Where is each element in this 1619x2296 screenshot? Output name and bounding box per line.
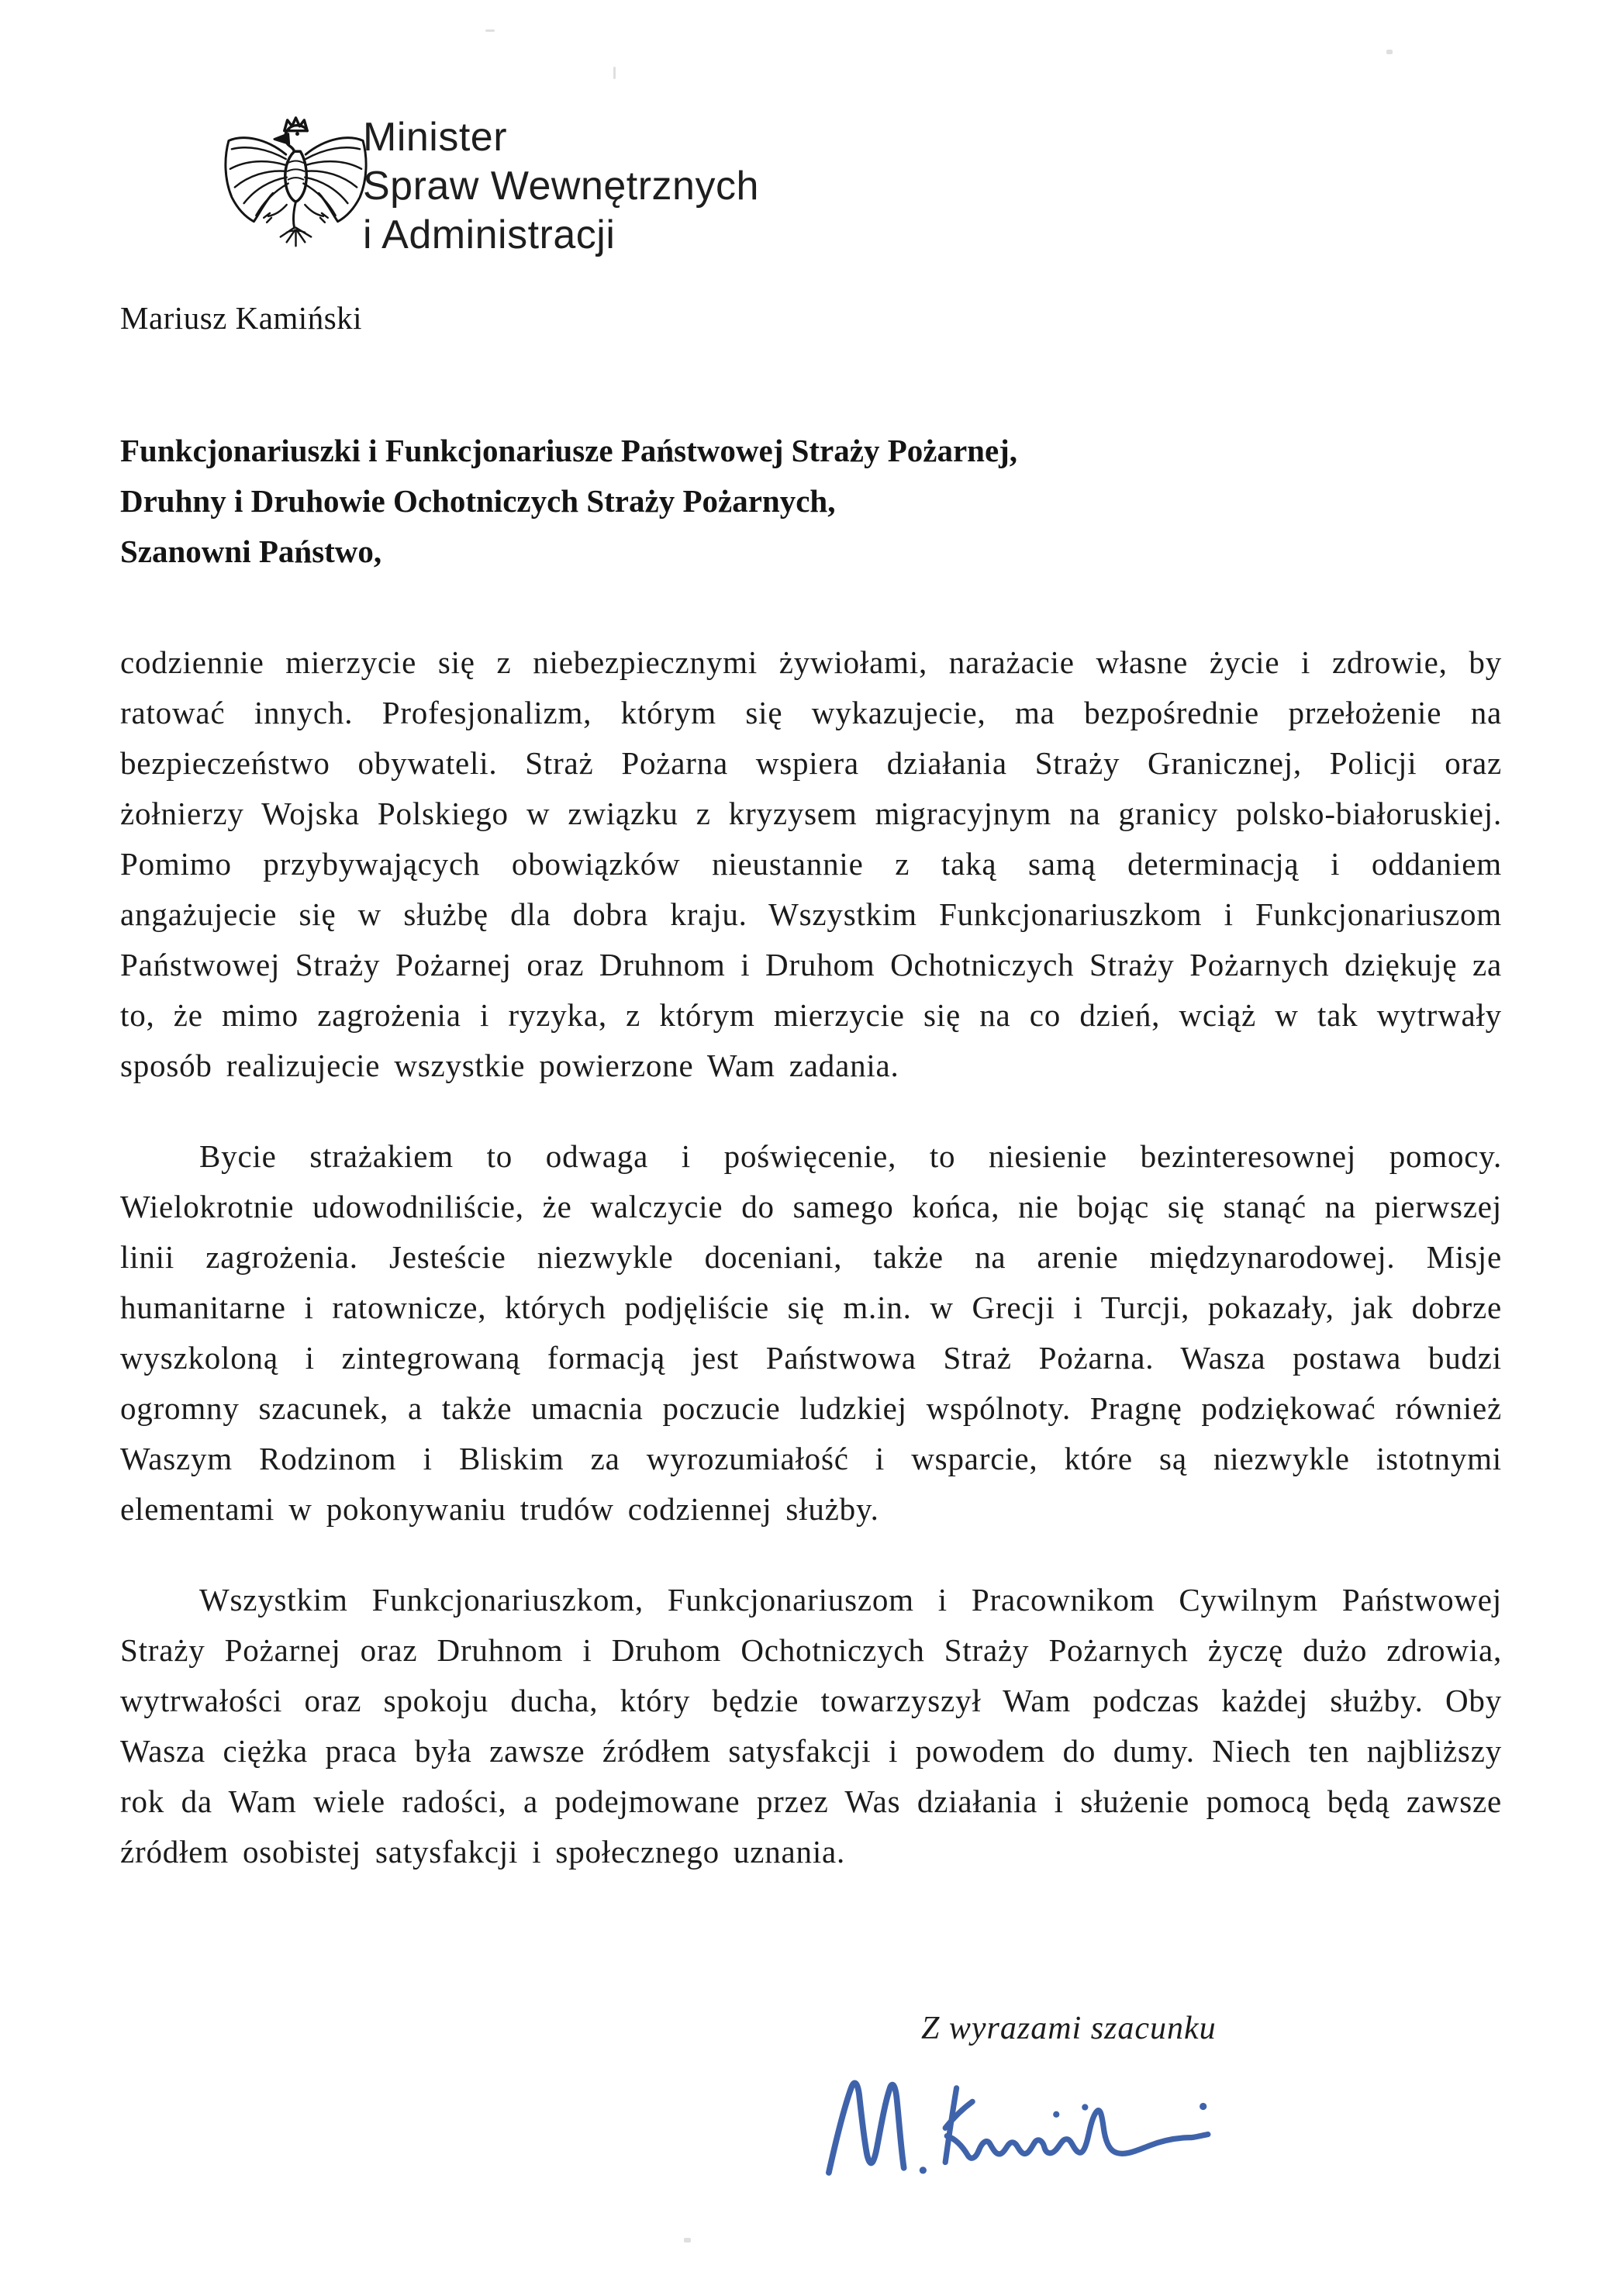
letter-body	[120, 637, 1502, 1877]
minister-name: Mariusz Kamiński	[120, 300, 363, 336]
ministry-title-line: Minister	[363, 115, 508, 160]
closing-phrase: Z wyrazami szacunku	[921, 2011, 1217, 2046]
polish-eagle-icon	[219, 115, 372, 256]
letter-paragraph: Bycie strażakiem to odwaga i poświęcenie, to niesienie bezinteresownej pomocy. Wielokrotnie udowodniliście, że walczycie do samego końca, nie bojąc się stanąć na pierwszej linii zagrożenia. Jesteście niezwykle doceniani, także na arenie międzynarodowej. Misje humanitarne i ratownicze, których podjęliście się m.in. w Grecji i Turcji, pokazały, jak dobrze wyszkoloną i zintegrowaną formacją jest Państwowa Straż Pożarna. Wasza postawa budzi ogromny szacunek, a także umacnia poczucie ludzkiej wspólnoty. Pragnę podziękować również Waszym Rodzinom i Bliskim za wyrozumiałość i wsparcie, które są niezwykle istotnymi elementami w pokonywaniu trudów codziennej służby.	[120, 1138, 1502, 1527]
scan-artifact	[684, 2238, 691, 2242]
letter-paragraph: Wszystkim Funkcjonariuszkom, Funkcjonariuszom i Pracownikom Cywilnym Państwowej Straży Pożarnej oraz Druhnom i Druhom Ochotniczych Straży Pożarnych życzę dużo zdrowia, wytrwałości oraz spokoju ducha, który będzie towarzyszył Wam podczas każdej służby. Oby Wasza ciężka praca była zawsze źródłem satysfakcji i powodem do dumy. Niech ten najbliższy rok da Wam wiele radości, a podejmowane przez Was działania i służenie pomocą będą zawsze źródłem osobistej satysfakcji i społecznego uznania.	[120, 1582, 1502, 1870]
ministry-title	[363, 113, 759, 260]
ministry-title-line: i Administracji	[363, 212, 616, 257]
scan-artifact	[485, 29, 495, 32]
salutation-line: Szanowni Państwo,	[120, 533, 382, 569]
salutation-line: Druhny i Druhowie Ochotniczych Straży Pożarnych,	[120, 483, 836, 519]
salutation	[120, 426, 1438, 577]
salutation-line: Funkcjonariuszki i Funkcjonariusze Państwowej Straży Pożarnej,	[120, 433, 1018, 468]
signature-handwriting	[813, 2066, 1231, 2201]
scan-artifact	[1386, 50, 1393, 54]
ministry-title-line: Spraw Wewnętrznych	[363, 164, 759, 209]
scan-artifact	[613, 67, 616, 79]
letter-paragraph: codziennie mierzycie się z niebezpiecznymi żywiołami, narażacie własne życie i zdrowie, by ratować innych. Profesjonalizm, którym się wykazujecie, ma bezpośrednie przełożenie na bezpieczeństwo obywateli. Straż Pożarna wspiera działania Straży Granicznej, Policji oraz żołnierzy Wojska Polskiego w związku z kryzysem migracyjnym na granicy polsko-białoruskiej. Pomimo przybywających obowiązków nieustannie z taką samą determinacją i oddaniem angażujecie się w służbę dla dobra kraju. Wszystkim Funkcjonariuszkom i Funkcjonariuszom Państwowej Straży Pożarnej oraz Druhnom i Druhom Ochotniczych Straży Pożarnych dziękuję za to, że mimo zagrożenia i ryzyka, z którym mierzycie się na co dzień, wciąż w tak wytrwały sposób realizujecie wszystkie powierzone Wam zadania.	[120, 644, 1502, 1083]
